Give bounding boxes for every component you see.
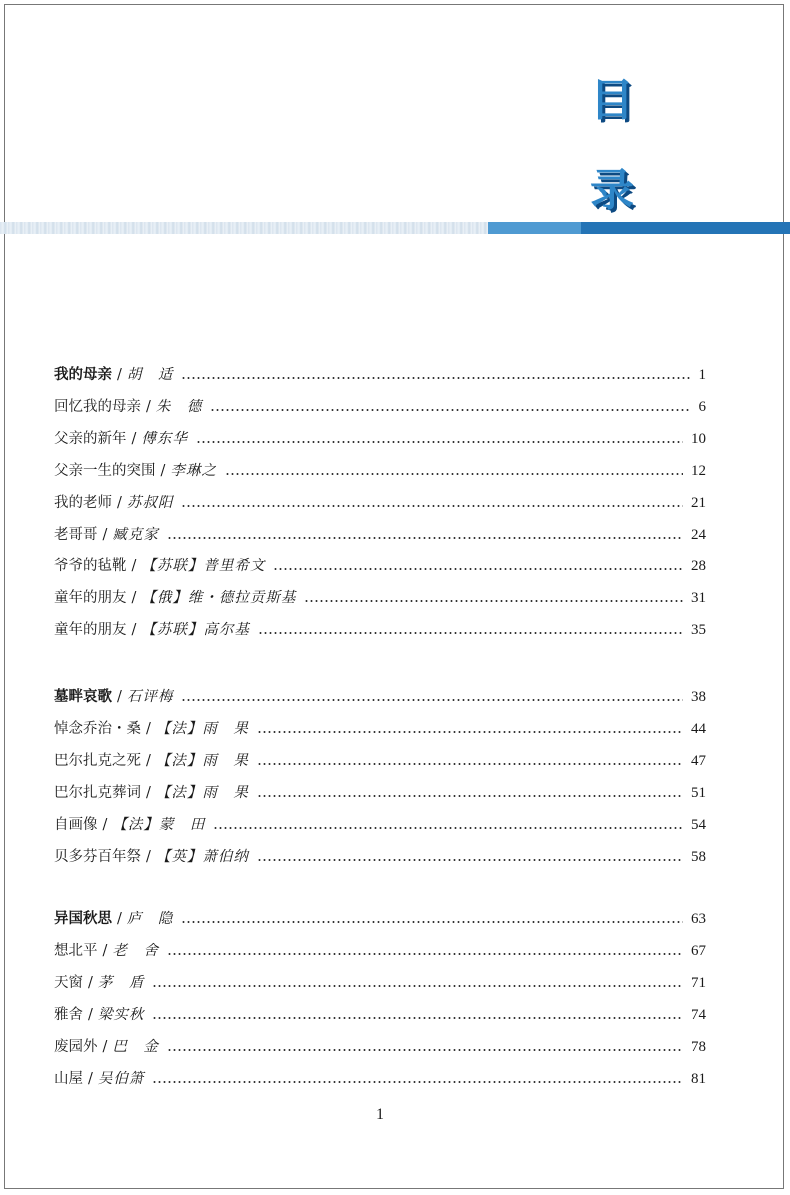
toc-entry[interactable] xyxy=(54,458,706,484)
toc-entry-author: 茅 盾 xyxy=(97,974,145,991)
toc-entry-leader-dots xyxy=(181,699,683,701)
toc-entry-leader-dots xyxy=(181,505,683,507)
toc-entry-title: 童年的朋友 xyxy=(54,590,127,607)
toc-entry-page: 35 xyxy=(691,622,706,639)
header-band-dark xyxy=(581,222,790,234)
toc-entry-leader-dots xyxy=(225,473,683,475)
toc-entry-title: 回忆我的母亲 xyxy=(54,398,141,415)
toc-entry-leader-dots xyxy=(167,1049,683,1051)
toc-entry-author: 苏叔阳 xyxy=(126,494,174,511)
toc-entry-title: 巴尔扎克之死 xyxy=(54,752,141,769)
toc-entry-separator: / xyxy=(146,752,151,769)
toc-entry-separator: / xyxy=(88,974,93,991)
toc-entry-separator: / xyxy=(88,1006,93,1023)
page-number: 1 xyxy=(376,1106,384,1123)
toc-entry-page: 58 xyxy=(691,848,706,865)
toc-entry[interactable] xyxy=(54,490,706,516)
toc-entry-separator: / xyxy=(146,848,151,865)
toc-entry[interactable] xyxy=(54,812,706,838)
toc-entry-separator: / xyxy=(117,367,122,383)
toc-entry-leader-dots xyxy=(181,921,683,923)
toc-entry-leader-dots xyxy=(258,632,683,634)
toc-entry-title: 童年的朋友 xyxy=(54,622,127,639)
toc-entry[interactable] xyxy=(54,1066,706,1092)
toc-entry-leader-dots xyxy=(181,377,690,379)
toc-entry-leader-dots xyxy=(196,441,683,443)
toc-entry-title: 想北平 xyxy=(54,942,98,959)
contents-title-char-1: 目 xyxy=(590,75,634,126)
toc-entry-title: 异国秋思 xyxy=(54,911,112,927)
toc-entry-title: 父亲一生的突围 xyxy=(54,462,156,479)
toc-entry-separator: / xyxy=(131,590,137,607)
toc-entry[interactable] xyxy=(54,906,706,932)
toc-entry-leader-dots xyxy=(257,731,683,733)
toc-entry-author: 【英】萧伯纳 xyxy=(155,848,249,865)
toc-entry-author: 朱 德 xyxy=(155,398,203,415)
toc-entry-page: 71 xyxy=(691,974,706,991)
toc-entry[interactable] xyxy=(54,716,706,742)
toc-entry-author: 臧克家 xyxy=(112,526,159,543)
toc-entry-page: 47 xyxy=(691,752,706,769)
toc-entry-author: 梁实秋 xyxy=(97,1006,145,1023)
toc-entry-separator: / xyxy=(146,784,151,801)
toc-entry-separator: / xyxy=(117,494,122,511)
toc-entry-page: 74 xyxy=(691,1006,706,1023)
toc-entry-separator: / xyxy=(131,558,137,575)
toc-entry[interactable] xyxy=(54,553,706,579)
toc-entry-page: 81 xyxy=(691,1070,706,1087)
toc-entry-leader-dots xyxy=(152,1017,683,1019)
toc-entry-author: 吴伯箫 xyxy=(97,1070,145,1087)
toc-entry-title: 悼念乔治・桑 xyxy=(54,720,141,737)
toc-entry[interactable] xyxy=(54,394,706,420)
toc-entry-title: 父亲的新年 xyxy=(54,430,127,447)
toc-entry-author: 巴 金 xyxy=(112,1038,159,1055)
toc-entry-page: 78 xyxy=(691,1038,706,1055)
toc-entry-title: 贝多芬百年祭 xyxy=(54,848,141,865)
toc-entry-separator: / xyxy=(102,1038,108,1055)
toc-entry-leader-dots xyxy=(273,568,683,570)
toc-entry-author: 胡 适 xyxy=(126,367,174,383)
toc-entry-leader-dots xyxy=(152,985,683,987)
toc-entry-title: 雅舍 xyxy=(54,1006,83,1023)
toc-entry-separator: / xyxy=(117,689,122,705)
toc-entry-page: 31 xyxy=(691,590,706,607)
toc-entry-separator: / xyxy=(146,720,151,737)
toc-entry-author: 【苏联】高尔基 xyxy=(141,622,250,639)
toc-entry-author: 【法】蒙 田 xyxy=(112,816,206,833)
toc-entry-page: 38 xyxy=(691,689,706,705)
toc-entry-title: 老哥哥 xyxy=(54,526,98,543)
toc-entry-title: 天窗 xyxy=(54,974,83,991)
toc-entry-page: 44 xyxy=(691,720,706,737)
toc-entry-separator: / xyxy=(88,1070,93,1087)
toc-entry-title: 我的老师 xyxy=(54,494,112,511)
toc-entry-page: 54 xyxy=(691,816,706,833)
toc-entry-title: 山屋 xyxy=(54,1070,83,1087)
header-band-mid xyxy=(488,222,581,234)
toc-entry[interactable] xyxy=(54,1002,706,1028)
toc-entry-separator: / xyxy=(131,622,137,639)
toc-entry-separator: / xyxy=(117,911,122,927)
toc-entry-author: 【法】雨 果 xyxy=(155,720,249,737)
toc-entry[interactable] xyxy=(54,362,706,388)
toc-entry-author: 【苏联】普里希文 xyxy=(141,558,266,575)
toc-entry[interactable] xyxy=(54,780,706,806)
toc-entry-author: 【法】雨 果 xyxy=(155,752,249,769)
toc-entry-leader-dots xyxy=(213,827,683,829)
toc-entry-leader-dots xyxy=(257,763,683,765)
toc-entry-author: 【俄】维・德拉贡斯基 xyxy=(141,590,297,607)
toc-entry-separator: / xyxy=(131,430,137,447)
toc-entry[interactable] xyxy=(54,617,706,643)
toc-entry[interactable] xyxy=(54,844,706,870)
toc-entry-leader-dots xyxy=(167,953,683,955)
toc-entry-title: 墓畔哀歌 xyxy=(54,689,112,705)
toc-entry-page: 21 xyxy=(691,494,706,511)
toc-entry-page: 63 xyxy=(691,911,706,927)
toc-entry-author: 老 舍 xyxy=(112,942,159,959)
toc-entry[interactable] xyxy=(54,938,706,964)
toc-entry-separator: / xyxy=(146,398,151,415)
toc-entry-separator: / xyxy=(102,942,108,959)
toc-entry[interactable] xyxy=(54,684,706,710)
toc-entry-page: 24 xyxy=(691,526,706,543)
toc-entry-leader-dots xyxy=(210,409,690,411)
toc-entry-title: 爷爷的毡靴 xyxy=(54,558,127,575)
header-band-light xyxy=(0,222,488,234)
toc-entry-separator: / xyxy=(160,462,166,479)
toc-entry-title: 巴尔扎克葬词 xyxy=(54,784,141,801)
toc-entry-page: 51 xyxy=(691,784,706,801)
toc-entry-title: 我的母亲 xyxy=(54,367,112,383)
toc-entry-leader-dots xyxy=(167,537,683,539)
toc-entry-author: 庐 隐 xyxy=(126,911,174,927)
toc-entry-leader-dots xyxy=(257,859,683,861)
contents-title-char-2: 录 xyxy=(590,165,634,216)
toc-entry-leader-dots xyxy=(304,600,683,602)
toc-entry-title: 自画像 xyxy=(54,816,98,833)
toc-entry-leader-dots xyxy=(152,1081,683,1083)
toc-entry-separator: / xyxy=(102,816,108,833)
toc-entry[interactable] xyxy=(54,585,706,611)
toc-entry[interactable] xyxy=(54,1034,706,1060)
toc-entry-author: 李琳之 xyxy=(170,462,217,479)
toc-entry-page: 28 xyxy=(691,558,706,575)
toc-entry-author: 【法】雨 果 xyxy=(155,784,249,801)
toc-entry[interactable] xyxy=(54,748,706,774)
toc-entry-author: 傅东华 xyxy=(141,430,188,447)
toc-entry-page: 67 xyxy=(691,942,706,959)
toc-entry[interactable] xyxy=(54,522,706,548)
toc-entry-page: 1 xyxy=(698,367,706,383)
toc-entry-page: 10 xyxy=(691,430,706,447)
toc-entry[interactable] xyxy=(54,426,706,452)
toc-entry-page: 6 xyxy=(698,398,706,415)
toc-entry-page: 12 xyxy=(691,462,706,479)
toc-entry-author: 石评梅 xyxy=(126,689,174,705)
toc-entry-separator: / xyxy=(102,526,108,543)
toc-entry-leader-dots xyxy=(257,795,683,797)
toc-entry[interactable] xyxy=(54,970,706,996)
toc-entry-title: 废园外 xyxy=(54,1038,98,1055)
